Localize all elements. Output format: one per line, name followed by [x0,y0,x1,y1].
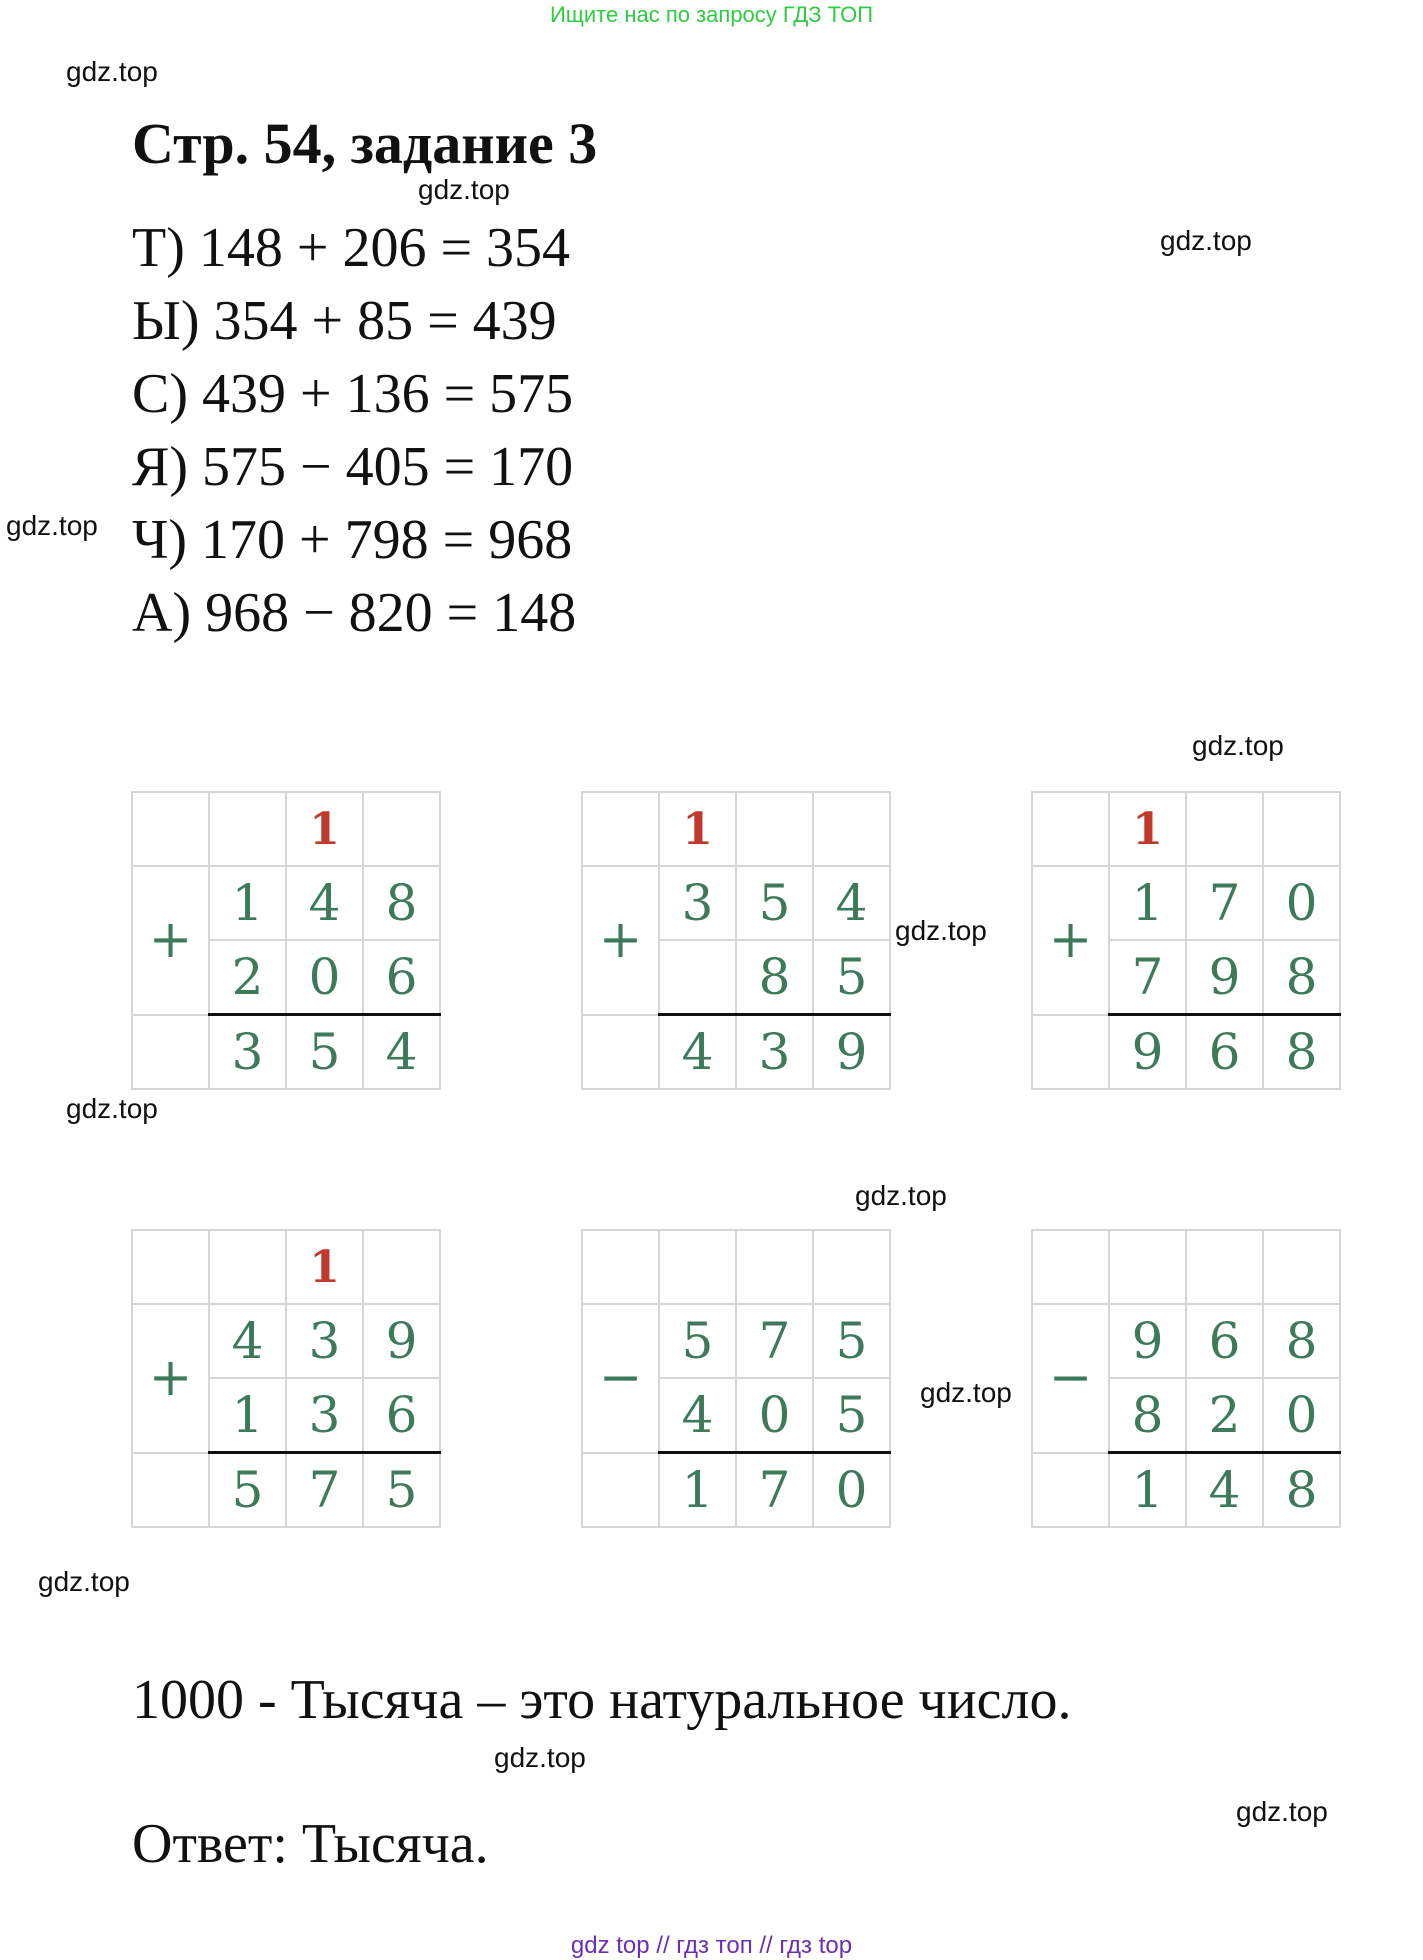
equation: Я) 575 − 405 = 170 [132,436,574,498]
watermark: gdz.top [1236,1796,1328,1827]
carry-digit [1263,1230,1340,1304]
result-digit: 7 [286,1453,363,1528]
watermark: gdz.top [38,1566,130,1597]
digit: 5 [813,1378,890,1453]
result-digit: 3 [736,1015,813,1090]
digit: 7 [1186,866,1263,940]
operator-sign: − [582,1304,659,1453]
digit: 1 [209,866,286,940]
answer-text: Ответ: Тысяча. [132,1813,489,1875]
watermark: gdz.top [6,510,98,541]
result-digit: 9 [1109,1015,1186,1090]
result-digit: 4 [1186,1453,1263,1528]
column-computation [131,791,441,1090]
digit: 7 [736,1304,813,1378]
digit: 3 [286,1378,363,1453]
column-computation [1031,1229,1341,1528]
page-title: Стр. 54, задание 3 [132,111,598,176]
carry-digit [209,792,286,866]
digit: 0 [286,940,363,1015]
result-digit: 5 [363,1453,440,1528]
carry-digit [813,792,890,866]
digit: 5 [813,940,890,1015]
column-computation [1031,791,1341,1090]
equation: Т) 148 + 206 = 354 [132,217,571,279]
digit: 4 [286,866,363,940]
carry-digit [1186,792,1263,866]
digit: 1 [209,1378,286,1453]
carry-digit [659,1230,736,1304]
footer-links[interactable]: gdz top // гдз топ // гдз top [570,1932,853,1959]
digit: 0 [736,1378,813,1453]
carry-digit [1186,1230,1263,1304]
carry-digit: 1 [286,792,363,866]
result-digit: 4 [363,1015,440,1090]
result-digit: 8 [1263,1453,1340,1528]
digit: 9 [363,1304,440,1378]
digit: 2 [1186,1378,1263,1453]
digit [659,940,736,1015]
operator-sign: + [1032,866,1109,1015]
result-digit: 3 [209,1015,286,1090]
carry-digit [813,1230,890,1304]
digit: 8 [1263,1304,1340,1378]
digit: 4 [813,866,890,940]
carry-digit [209,1230,286,1304]
digit: 4 [209,1304,286,1378]
result-digit: 9 [813,1015,890,1090]
carry-digit [363,1230,440,1304]
watermark: gdz.top [855,1180,947,1211]
carry-digit: 1 [1109,792,1186,866]
digit: 8 [736,940,813,1015]
digit: 4 [659,1378,736,1453]
statement-text: 1000 - Тысяча – это натуральное число. [132,1669,1072,1731]
carry-digit [736,792,813,866]
result-digit: 8 [1263,1015,1340,1090]
digit: 5 [813,1304,890,1378]
watermark: gdz.top [494,1742,586,1773]
digit: 0 [1263,866,1340,940]
result-digit: 6 [1186,1015,1263,1090]
equation-list [132,212,576,650]
result-digit: 1 [1109,1453,1186,1528]
watermark: gdz.top [895,915,987,946]
digit: 5 [659,1304,736,1378]
carry-digit [363,792,440,866]
watermark: gdz.top [418,174,510,205]
carry-digit [1263,792,1340,866]
carry-digit [1109,1230,1186,1304]
watermark: gdz.top [1160,225,1252,256]
operator-sign: + [132,1304,209,1453]
operator-sign: + [582,866,659,1015]
result-digit: 7 [736,1453,813,1528]
watermark: gdz.top [920,1377,1012,1408]
watermark: gdz.top [66,1093,158,1124]
digit: 8 [1109,1378,1186,1453]
digit: 7 [1109,940,1186,1015]
digit: 8 [363,866,440,940]
digit: 3 [659,866,736,940]
digit: 6 [363,1378,440,1453]
digit: 5 [736,866,813,940]
digit: 8 [1263,940,1340,1015]
result-digit: 4 [659,1015,736,1090]
top-banner: Ищите нас по запросу ГДЗ ТОП [549,2,874,27]
column-computation [131,1229,441,1528]
result-digit: 1 [659,1453,736,1528]
result-digit: 5 [286,1015,363,1090]
watermark: gdz.top [1192,730,1284,761]
digit: 9 [1186,940,1263,1015]
digit: 6 [1186,1304,1263,1378]
carry-digit: 1 [659,792,736,866]
digit: 2 [209,940,286,1015]
result-digit: 0 [813,1453,890,1528]
digit: 6 [363,940,440,1015]
equation: Ы) 354 + 85 = 439 [132,290,557,352]
digit: 1 [1109,866,1186,940]
digit: 9 [1109,1304,1186,1378]
result-digit: 5 [209,1453,286,1528]
column-computation [581,791,891,1090]
operator-sign: − [1032,1304,1109,1453]
equation: Ч) 170 + 798 = 968 [132,509,573,571]
digit: 0 [1263,1378,1340,1453]
watermark: gdz.top [66,56,158,87]
equation: А) 968 − 820 = 148 [132,582,577,644]
column-computation [581,1229,891,1528]
operator-sign: + [132,866,209,1015]
equation: С) 439 + 136 = 575 [132,363,574,425]
carry-digit: 1 [286,1230,363,1304]
digit: 3 [286,1304,363,1378]
carry-digit [736,1230,813,1304]
